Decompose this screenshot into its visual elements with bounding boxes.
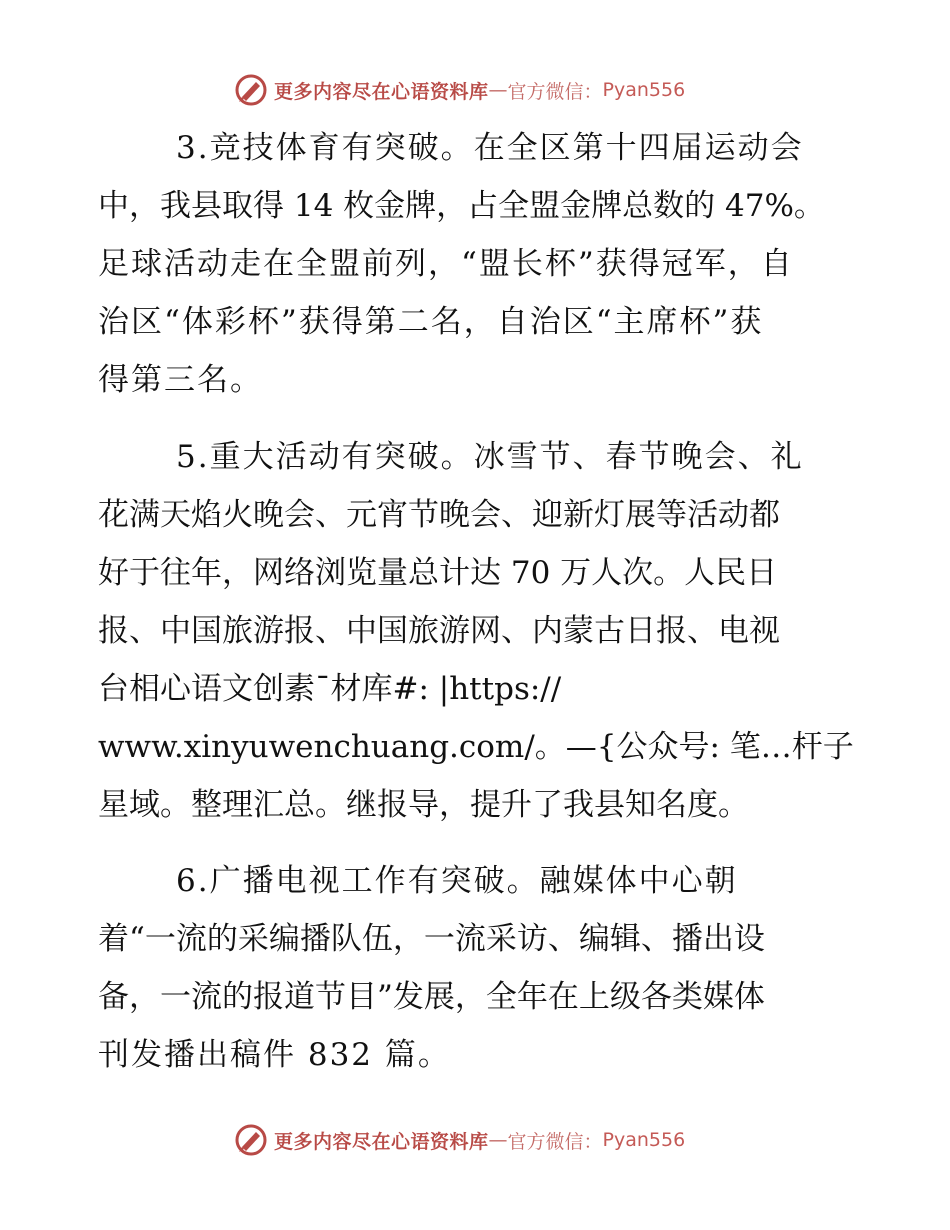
text-line: 中，我县取得 14 枚金牌，占全盟金牌总数的 47%。 — [98, 188, 825, 224]
text-line: 得第三名。 — [98, 362, 263, 398]
text-line: 备，一流的报道节目”发展，全年在上级各类媒体 — [98, 979, 765, 1015]
watermark-separator: — — [488, 79, 508, 101]
text-line: 6.广播电视工作有突破。融媒体中心朝 — [176, 863, 738, 899]
watermark-brand: 更多内容尽在心语资料库 — [274, 80, 489, 103]
wechat-label: 官方微信： — [507, 80, 603, 103]
watermark-banner-bottom — [234, 1122, 685, 1158]
wechat-id: Pyan556 — [602, 1129, 686, 1151]
text-line: 好于往年，网络浏览量总计达 70 万人次。人民日 — [98, 555, 778, 591]
paragraph-broadcast-tv — [98, 852, 858, 1084]
watermark-brand: 更多内容尽在心语资料库 — [274, 1130, 489, 1153]
text-line: 3.竞技体育有突破。在全区第十四届运动会 — [176, 130, 804, 166]
watermark-banner-top — [234, 72, 685, 108]
brand-logo-icon — [234, 73, 268, 107]
text-line: 台相心语文创素¯材库#: |https:// — [98, 671, 562, 707]
text-line: www.xinyuwenchuang.com/。—{公众号: 笔…杆子 — [98, 729, 854, 765]
text-line: 治区“体彩杯”获得第二名，自治区“主席杯”获 — [98, 304, 764, 340]
paragraph-major-events — [98, 428, 858, 834]
text-line: 星域。整理汇总。继报导，提升了我县知名度。 — [98, 787, 749, 823]
text-line: 着“一流的采编播队伍，一流采访、编辑、播出设 — [98, 921, 765, 957]
wechat-id: Pyan556 — [602, 79, 686, 101]
text-line: 报、中国旅游报、中国旅游网、内蒙古日报、电视 — [98, 613, 780, 649]
brand-logo-icon — [234, 1123, 268, 1157]
paragraph-competitive-sports — [98, 119, 858, 409]
text-line: 5.重大活动有突破。冰雪节、春节晚会、礼 — [176, 439, 804, 475]
watermark-separator: — — [488, 1129, 508, 1151]
text-line: 足球活动走在全盟前列，“盟长杯”获得冠军，自 — [98, 246, 794, 282]
text-line: 刊发播出稿件 832 篇。 — [98, 1037, 451, 1073]
wechat-label: 官方微信： — [507, 1130, 603, 1153]
text-line: 花满天焰火晚会、元宵节晚会、迎新灯展等活动都 — [98, 497, 780, 533]
